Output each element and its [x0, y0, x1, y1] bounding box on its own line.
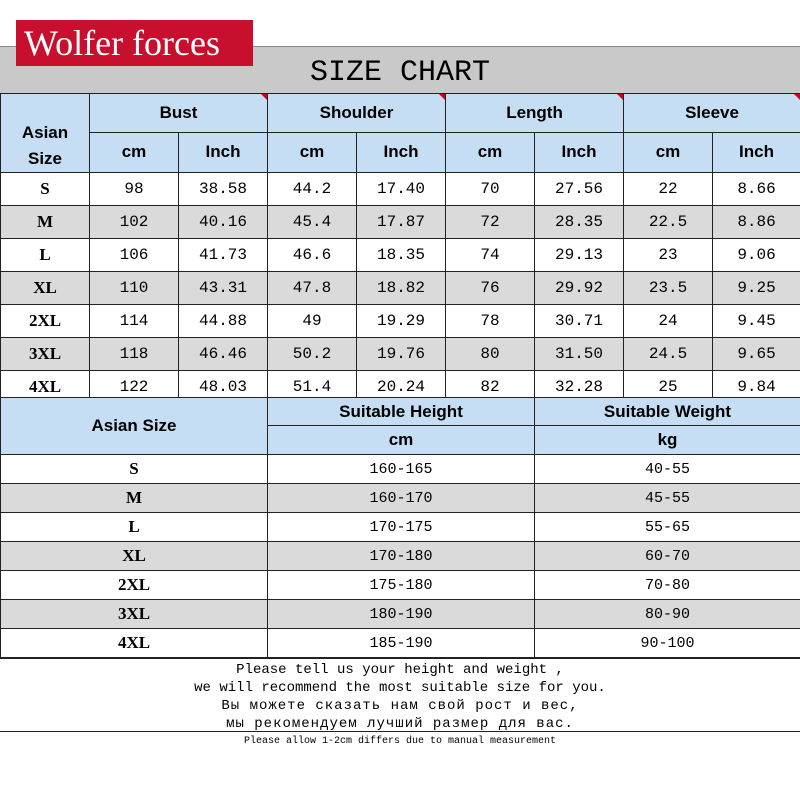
- height-weight-table: [0, 397, 800, 658]
- value-cell: 9.65: [713, 338, 800, 371]
- size-cell: XL: [1, 272, 90, 305]
- value-cell: 160-165: [268, 455, 535, 484]
- value-cell: 43.31: [179, 272, 268, 305]
- unit-cell: Inch: [179, 132, 268, 172]
- size-cell: 3XL: [1, 600, 268, 629]
- size-cell: 2XL: [1, 571, 268, 600]
- value-cell: 41.73: [179, 239, 268, 272]
- header-asian-size: Asian Size: [1, 94, 90, 173]
- value-cell: 29.13: [535, 239, 624, 272]
- value-cell: 31.50: [535, 338, 624, 371]
- value-cell: 20.24: [357, 371, 446, 404]
- notes-box: [0, 658, 800, 732]
- value-cell: 44.2: [268, 173, 357, 206]
- value-cell: 9.25: [713, 272, 800, 305]
- value-cell: 30.71: [535, 305, 624, 338]
- table-row: [1, 600, 800, 629]
- size-cell: XL: [1, 542, 268, 571]
- value-cell: 29.92: [535, 272, 624, 305]
- note-ru-line1: Вы можете сказать нам свой рост и вес,: [221, 698, 579, 714]
- header-sleeve: Sleeve: [624, 94, 800, 133]
- table-row: [1, 629, 800, 658]
- unit-cell: cm: [624, 132, 713, 172]
- unit-height: cm: [268, 426, 535, 455]
- unit-cell: cm: [446, 132, 535, 172]
- value-cell: 40.16: [179, 206, 268, 239]
- value-cell: 17.40: [357, 173, 446, 206]
- value-cell: 18.82: [357, 272, 446, 305]
- header-suitable-height: Suitable Height: [268, 398, 535, 426]
- note-en-line1: Please tell us your height and weight ,: [236, 662, 564, 678]
- value-cell: 9.84: [713, 371, 800, 404]
- value-cell: 32.28: [535, 371, 624, 404]
- value-cell: 45-55: [535, 484, 800, 513]
- value-cell: 160-170: [268, 484, 535, 513]
- value-cell: 17.87: [357, 206, 446, 239]
- size-cell: S: [1, 455, 268, 484]
- value-cell: 25: [624, 371, 713, 404]
- value-cell: 82: [446, 371, 535, 404]
- table-row: [1, 542, 800, 571]
- header-length: Length: [446, 94, 624, 133]
- value-cell: 122: [90, 371, 179, 404]
- value-cell: 47.8: [268, 272, 357, 305]
- size-cell: 3XL: [1, 338, 90, 371]
- note-ru-line2: мы рекомендуем лучший размер для вас.: [226, 716, 574, 732]
- value-cell: 170-180: [268, 542, 535, 571]
- table-row: [1, 272, 800, 305]
- table-row: [1, 173, 800, 206]
- value-cell: 175-180: [268, 571, 535, 600]
- value-cell: 50.2: [268, 338, 357, 371]
- size-cell: L: [1, 239, 90, 272]
- value-cell: 114: [90, 305, 179, 338]
- header-suitable-weight: Suitable Weight: [535, 398, 800, 426]
- size-cell: M: [1, 206, 90, 239]
- value-cell: 45.4: [268, 206, 357, 239]
- value-cell: 19.76: [357, 338, 446, 371]
- value-cell: 76: [446, 272, 535, 305]
- table-row: [1, 305, 800, 338]
- table-row: [1, 239, 800, 272]
- value-cell: 28.35: [535, 206, 624, 239]
- header-shoulder: Shoulder: [268, 94, 446, 133]
- value-cell: 80: [446, 338, 535, 371]
- value-cell: 18.35: [357, 239, 446, 272]
- value-cell: 98: [90, 173, 179, 206]
- value-cell: 49: [268, 305, 357, 338]
- unit-cell: Inch: [357, 132, 446, 172]
- value-cell: 60-70: [535, 542, 800, 571]
- table-row: [1, 455, 800, 484]
- unit-cell: cm: [268, 132, 357, 172]
- value-cell: 22.5: [624, 206, 713, 239]
- value-cell: 51.4: [268, 371, 357, 404]
- unit-cell: Inch: [713, 132, 800, 172]
- value-cell: 170-175: [268, 513, 535, 542]
- value-cell: 22: [624, 173, 713, 206]
- value-cell: 185-190: [268, 629, 535, 658]
- value-cell: 23: [624, 239, 713, 272]
- value-cell: 180-190: [268, 600, 535, 629]
- value-cell: 24.5: [624, 338, 713, 371]
- value-cell: 23.5: [624, 272, 713, 305]
- value-cell: 19.29: [357, 305, 446, 338]
- brand-logo: Wolfer forces: [16, 20, 253, 66]
- disclaimer: Please allow 1-2cm differs due to manual measurement: [243, 736, 557, 747]
- value-cell: 78: [446, 305, 535, 338]
- value-cell: 44.88: [179, 305, 268, 338]
- value-cell: 70: [446, 173, 535, 206]
- value-cell: 110: [90, 272, 179, 305]
- size-chart-table: [0, 93, 800, 404]
- unit-weight: kg: [535, 426, 800, 455]
- value-cell: 106: [90, 239, 179, 272]
- value-cell: 118: [90, 338, 179, 371]
- table-row: [1, 571, 800, 600]
- header-asian-size-2: Asian Size: [1, 398, 268, 455]
- page-title: SIZE CHART: [309, 56, 491, 90]
- value-cell: 90-100: [535, 629, 800, 658]
- value-cell: 72: [446, 206, 535, 239]
- value-cell: 9.06: [713, 239, 800, 272]
- value-cell: 24: [624, 305, 713, 338]
- value-cell: 80-90: [535, 600, 800, 629]
- value-cell: 9.45: [713, 305, 800, 338]
- size-cell: M: [1, 484, 268, 513]
- value-cell: 8.66: [713, 173, 800, 206]
- note-en-line2: we will recommend the most suitable size for you.: [194, 680, 606, 696]
- table-row: [1, 484, 800, 513]
- unit-cell: cm: [90, 132, 179, 172]
- size-cell: L: [1, 513, 268, 542]
- size-cell: 4XL: [1, 629, 268, 658]
- value-cell: 46.46: [179, 338, 268, 371]
- header-bust: Bust: [90, 94, 268, 133]
- value-cell: 74: [446, 239, 535, 272]
- value-cell: 70-80: [535, 571, 800, 600]
- value-cell: 40-55: [535, 455, 800, 484]
- value-cell: 8.86: [713, 206, 800, 239]
- size-cell: 2XL: [1, 305, 90, 338]
- value-cell: 38.58: [179, 173, 268, 206]
- value-cell: 46.6: [268, 239, 357, 272]
- table-row: [1, 338, 800, 371]
- value-cell: 55-65: [535, 513, 800, 542]
- table-row: [1, 206, 800, 239]
- size-cell: S: [1, 173, 90, 206]
- value-cell: 102: [90, 206, 179, 239]
- unit-cell: Inch: [535, 132, 624, 172]
- table-row: [1, 513, 800, 542]
- size-cell: 4XL: [1, 371, 90, 404]
- value-cell: 27.56: [535, 173, 624, 206]
- value-cell: 48.03: [179, 371, 268, 404]
